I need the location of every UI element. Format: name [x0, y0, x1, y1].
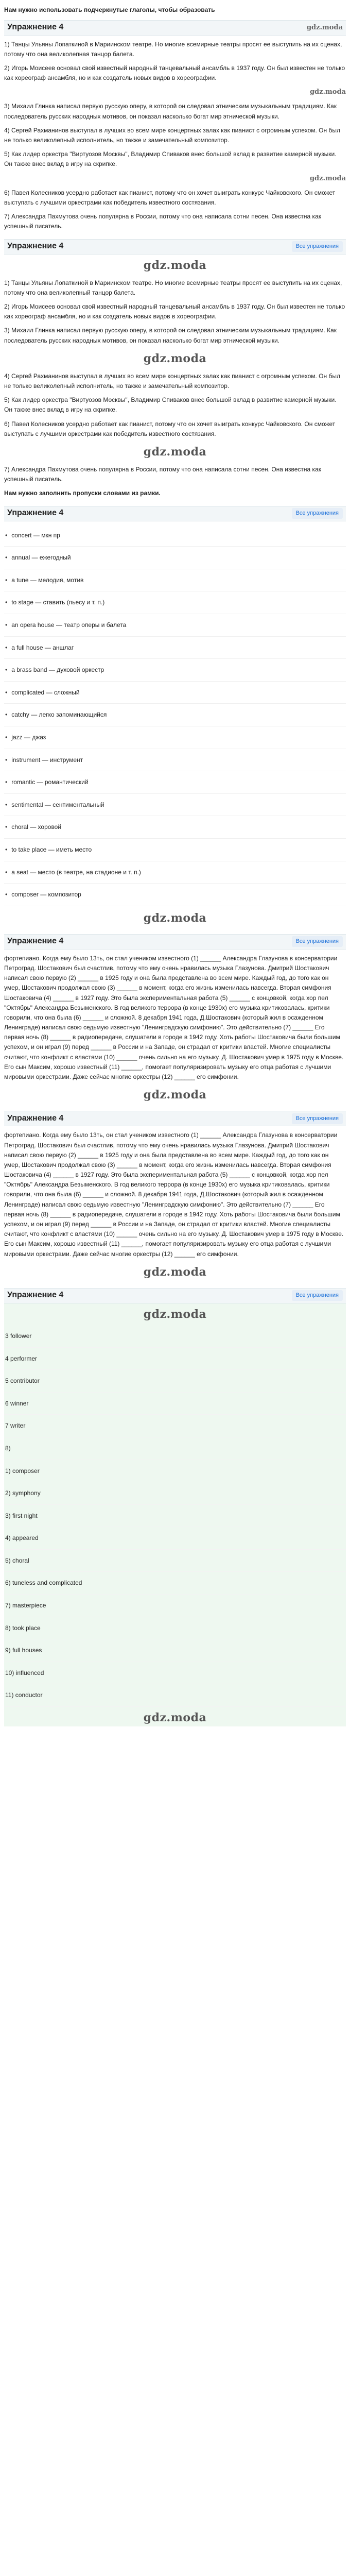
answer-item: 3 follower: [4, 1325, 346, 1348]
vocab-text: a full house — аншлаг: [11, 643, 74, 651]
vocab-item: [4, 704, 346, 726]
vocab-item: [4, 749, 346, 772]
answer-item: 1) composer: [4, 1460, 346, 1483]
watermark: gdz.moda: [143, 1088, 207, 1102]
bullet-icon: •: [5, 643, 8, 651]
bullet-icon: •: [5, 733, 8, 741]
vocab-item: [4, 547, 346, 569]
vocab-text: a tune — мелодия, мотив: [11, 576, 84, 584]
vocab-text: sentimental — сентиментальный: [11, 801, 104, 808]
exercise-text: фортепиано. Когда ему было 13ть, он стал учеником известного (1) ______ Александра Глазунова в консерватории Петроград. Шостакович был счастлив, потому что ему очень нравилась музыка Глазунова. Дмитрий Шостакович написал свою первую (2) ______ в 1925 году и она была представлена во всем мире. Каждый год, до того как он умер, Шостакович продолжал свою (3) ______ в момент, когда его жизнь изменилась навсегда. Вторая симфония Шостаковича (4) ______ в 1927 году. Это была экспериментальная работа (5) ______ с концовкой, когда хор пел "Октябрь" Александра Безыменского. В год великого террора (в конце 1930х) его музыка критиковалась, критики говорили, что она была (6) ______ и сложной. 8 декабря 1941 года, Д.Шостакович (который жил в осажденном Ленинграде) написал свою седьмую известную "Ленинградскую симфонию". Это действительно (7) ______ Его первая ночь (8) ______ в радиопередаче, слушатели в городе в 1942 году. Хоть работы Шостаковича были большим успехом, и он играл (9) перед ______ в России и на Западе, он страдал от критики властей. Многие специалисты считают, что конфликт с властями (10) ______ очень сильно на его музыку. Д. Шостакович умер в 1975 году в Москве. Его сын Максим, хорошо известный (11) ______, помогает популяризировать музыку его отца работая с лучшими мировыми оркестрами. Даже сейчас многие оркестры (12) ______ его симфонии.: [4, 954, 344, 1081]
exercise-paragraph: 4) Сергей Рахманинов выступал в лучших во всем мире концертных залах как пианист с огромным успехом. Он был не только великолепный исполнитель, но также и замечательный композитор.: [4, 372, 340, 389]
all-exercises-link[interactable]: Все упражнения: [292, 1290, 343, 1301]
exercise-paragraph: 6) Павел Колесников усердно работает как пианист, потому что он хочет выиграть конкурс Чайковского. Он сможет выступать с лучшими оркестрами как победитель известного состязания.: [4, 420, 336, 437]
exercise-paragraph: 3) Михаил Глинка написал первую русскую оперу, в которой он следовал этническим музыкальным традициям. Как последователь русских народных мотивов, он показал насколько богат мир этнической музыки.: [4, 103, 337, 120]
watermark: gdz.moda: [309, 174, 346, 182]
exercise-block-6: [4, 1288, 346, 1726]
watermark: gdz.moda: [143, 351, 207, 365]
exercise-block-2: [4, 239, 346, 499]
answer-item: 11) conductor: [4, 1684, 346, 1707]
bullet-icon: •: [5, 845, 8, 853]
exercise-paragraph: 3) Михаил Глинка написал первую русскую оперу, в которой он следовал этническим музыкальным традициям. Как последователь русских народных мотивов, он показал насколько богат мир этнической музыки.: [4, 327, 337, 344]
vocab-text: romantic — романтический: [11, 778, 89, 786]
exercise-title: Упражнение 4: [7, 23, 64, 32]
watermark: gdz.moda: [143, 1711, 207, 1725]
answer-item: 10) influenced: [4, 1662, 346, 1685]
watermark: gdz.moda: [143, 258, 207, 272]
vocab-text: complicated — сложный: [11, 688, 80, 696]
watermark: gdz.moda: [309, 88, 346, 96]
exercise-header: [4, 20, 346, 36]
vocab-text: to take place — иметь место: [11, 845, 92, 853]
vocab-text: composer — композитор: [11, 891, 81, 899]
exercise-paragraph: 7) Александра Пахмутова очень популярна в России, потому что она написала сотни песен. Она известна как успешный писатель.: [4, 466, 321, 483]
bullet-icon: •: [5, 599, 8, 606]
exercise-paragraph: 6) Павел Колесников усердно работает как пианист, потому что он хочет выиграть конкурс Чайковского. Он сможет выступать с лучшими оркестрами как победитель известного состязания.: [4, 189, 336, 206]
vocab-item: [4, 591, 346, 614]
exercise-title: Упражнение 4: [7, 1113, 64, 1123]
exercise-header: [4, 1111, 346, 1126]
answer-item: 8): [4, 1437, 346, 1460]
exercise-paragraph: 7) Александра Пахмутова очень популярна в России, потому что она написала сотни песен. Она известна как успешный писатель.: [4, 213, 321, 230]
exercise-paragraph: 4) Сергей Рахманинов выступал в лучших во всем мире концертных залах как пианист с огромным успехом. Он был не только великолепный исполнитель, но также и замечательный композитор.: [4, 126, 340, 144]
vocab-list: [4, 524, 346, 906]
bullet-icon: •: [5, 554, 8, 562]
vocab-item: [4, 839, 346, 861]
section-tail: Нам нужно заполнить пропуски словами из рамки.: [4, 489, 161, 497]
vocab-text: a brass band — духовой оркестр: [11, 666, 104, 674]
exercise-title: Упражнение 4: [7, 509, 64, 518]
exercise-block-5: [4, 1111, 346, 1281]
vocab-text: annual — ежегодный: [11, 554, 71, 562]
answer-list: [4, 1325, 346, 1707]
bullet-icon: •: [5, 711, 8, 719]
vocab-item: [4, 569, 346, 592]
all-exercises-link[interactable]: Все упражнения: [292, 508, 343, 519]
answer-item: 5) choral: [4, 1550, 346, 1572]
bullet-icon: •: [5, 666, 8, 674]
bullet-icon: •: [5, 868, 8, 876]
answer-item: 2) symphony: [4, 1482, 346, 1505]
bullet-icon: •: [5, 621, 8, 629]
answer-item: 4 performer: [4, 1348, 346, 1370]
watermark: gdz.moda: [143, 1307, 207, 1321]
exercise-title: Упражнение 4: [7, 937, 64, 946]
vocab-text: instrument — инструмент: [11, 756, 83, 764]
bullet-icon: •: [5, 801, 8, 808]
bullet-icon: •: [5, 778, 8, 786]
answer-item: 9) full houses: [4, 1639, 346, 1662]
intro-text: Нам нужно использовать подчеркнутые глаголы, чтобы образовать: [4, 6, 215, 13]
exercise-paragraph: 5) Как лидер оркестра "Виртуозов Москвы", Владимир Спиваков внес большой вклад в развитие камерной музыки. Он также внес вклад в игру на скрипке.: [4, 150, 337, 168]
vocab-text: a seat — место (в театре, на стадионе и т. п.): [11, 868, 141, 876]
answer-item: 7 writer: [4, 1415, 346, 1437]
all-exercises-link[interactable]: Все упражнения: [292, 1113, 343, 1124]
vocab-text: choral — хоровой: [11, 823, 62, 831]
bullet-icon: •: [5, 576, 8, 584]
watermark: gdz.moda: [143, 911, 207, 925]
all-exercises-link[interactable]: Все упражнения: [292, 936, 343, 947]
exercise-title: Упражнение 4: [7, 1291, 64, 1300]
vocab-text: to stage — ставить (пьесу и т. п.): [11, 599, 105, 606]
exercise-paragraph: 5) Как лидер оркестра "Виртуозов Москвы", Владимир Спиваков внес большой вклад в развитие камерной музыки. Он также внес вклад в игру на скрипке.: [4, 396, 337, 414]
exercise-block-4: [4, 934, 346, 1104]
answer-item: 7) masterpiece: [4, 1595, 346, 1617]
exercise-text: фортепиано. Когда ему было 13ть, он стал учеником известного (1) ______ Александра Глазунова в консерватории Петроград. Шостакович был счастлив, потому что ему очень нравилась музыка Глазунова. Дмитрий Шостакович написал свою первую (2) ______ в 1925 году и она была представлена во всем мире. Каждый год, до того как он умер, Шостакович продолжал свою (3) ______ в момент, когда его жизнь изменилась навсегда. Вторая симфония Шостаковича (4) ______ в 1927 году. Это была экспериментальная работа (5) ______ с концовкой, когда хор пел "Октябрь" Александра Безыменского. В год великого террора (в конце 1930х) его музыка критиковалась, критики говорили, что она была (6) ______ и сложной. 8 декабря 1941 года, Д.Шостакович (который жил в осажденном Ленинграде) написал свою седьмую известную "Ленинградскую симфонию". Это действительно (7) ______ Его первая ночь (8) ______ в радиопередаче, слушатели в городе в 1942 году. Хоть работы Шостаковича были большим успехом, и он играл (9) перед ______ в России и на Западе, он страдал от критики властей. Многие специалисты считают, что конфликт с властями (10) ______ очень сильно на его музыку. Д. Шостакович умер в 1975 году в Москве. Его сын Максим, хорошо известный (11) ______, помогает популяризировать музыку его отца работая с лучшими мировыми оркестрами. Даже сейчас многие оркестры (12) ______ его симфонии.: [4, 1131, 344, 1258]
answer-item: 6 winner: [4, 1393, 346, 1415]
exercise-paragraph: 2) Игорь Моисеев основал свой известный народный танцевальный ансамбль в 1937 году. Он был известен не только как хореограф ансамбля, но и как создатель новых видов в хореографии.: [4, 64, 345, 82]
vocab-item: [4, 816, 346, 839]
vocab-text: jazz — джаз: [11, 733, 46, 741]
exercise-title: Упражнение 4: [7, 242, 64, 251]
bullet-icon: •: [5, 531, 8, 539]
vocab-item: [4, 861, 346, 884]
vocab-text: concert — мкн пр: [11, 531, 60, 539]
exercise-header: [4, 239, 346, 255]
answer-item: 4) appeared: [4, 1527, 346, 1550]
vocab-item: [4, 614, 346, 637]
vocab-item: [4, 771, 346, 794]
bullet-icon: •: [5, 823, 8, 831]
bullet-icon: •: [5, 688, 8, 696]
answer-item: 3) first night: [4, 1505, 346, 1528]
vocab-item: [4, 682, 346, 704]
exercise-paragraph: 1) Танцы Ульяны Лопаткиной в Мариинском театре. Но многие всемирные театры просят ее выступить на их сценах, потому что она великолепный танцор балета.: [4, 279, 342, 296]
vocab-item: [4, 659, 346, 682]
vocab-item: [4, 637, 346, 659]
exercise-paragraph: 2) Игорь Моисеев основал свой известный народный танцевальный ансамбль в 1937 году. Он был известен не только как хореограф ансамбля, но и как создатель новых видов в хореографии.: [4, 302, 345, 320]
watermark: gdz.moda: [143, 1265, 207, 1279]
vocab-item: [4, 884, 346, 906]
watermark: gdz.moda: [143, 445, 207, 459]
exercise-paragraph: 1) Танцы Ульяны Лопаткиной в Мариинском театре. Но многие всемирные театры просят ее выступить на их сценах, потому что она великолепная танцор балета.: [4, 40, 342, 58]
all-exercises-link[interactable]: Все упражнения: [292, 241, 343, 252]
answer-item: 6) tuneless and complicated: [4, 1572, 346, 1595]
exercise-block-1: [4, 20, 346, 232]
vocab-text: catchy — легко запоминающийся: [11, 711, 107, 719]
bullet-icon: •: [5, 756, 8, 764]
exercise-block-3: [4, 506, 346, 927]
vocab-item: [4, 524, 346, 547]
exercise-header: [4, 1288, 346, 1303]
answer-item: 8) took place: [4, 1617, 346, 1640]
exercise-header: [4, 934, 346, 950]
answer-item: 5 contributor: [4, 1370, 346, 1393]
watermark: gdz.moda: [306, 23, 343, 31]
bullet-icon: •: [5, 891, 8, 899]
vocab-item: [4, 726, 346, 749]
vocab-text: an opera house — театр оперы и балета: [11, 621, 127, 629]
exercise-header: [4, 506, 346, 521]
vocab-item: [4, 794, 346, 817]
